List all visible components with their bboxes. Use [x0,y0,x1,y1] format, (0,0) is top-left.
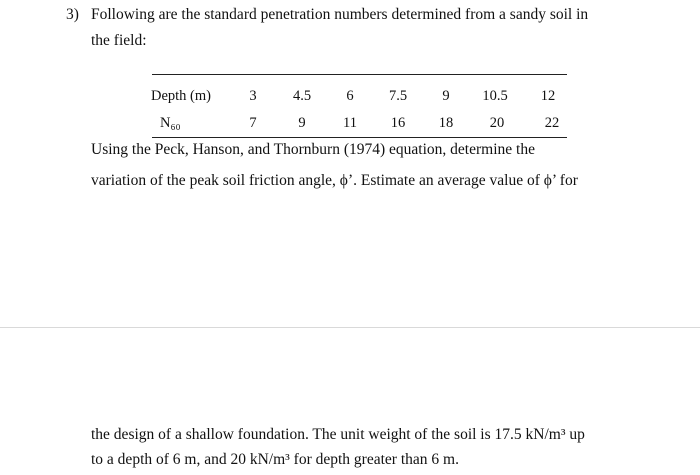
n60-cell: 7 [249,115,257,131]
n60-cell: 18 [438,115,454,131]
depth-row-header: Depth (m) [151,88,211,104]
depth-cell: 9 [442,88,450,104]
question-text-line-1: Following are the standard penetration numbers determined from a sandy soil in [91,6,589,23]
n60-cell: 16 [390,115,406,131]
n60-row-header: N₆₀ [160,115,181,131]
page-separator [0,327,700,328]
depth-cell: 10.5 [482,88,508,104]
table-rule-top [152,74,567,75]
question-text-line-4: variation of the peak soil friction angle, ϕ’. Estimate an average value of ϕ’ for [91,172,578,189]
question-text-line-6: to a depth of 6 m, and 20 kN/m³ for depth greater than 6 m. [91,451,459,468]
question-text-line-3: Using the Peck, Hanson, and Thornburn (1974) equation, determine the [91,141,535,158]
depth-cell: 12 [540,88,556,104]
question-number: 3) [66,6,79,23]
question-text-line-5: the design of a shallow foundation. The unit weight of the soil is 17.5 kN/m³ up [91,426,585,443]
depth-cell: 7.5 [388,88,408,104]
depth-cell: 3 [249,88,257,104]
n60-cell: 11 [343,115,357,131]
n60-cell: 22 [544,115,560,131]
n60-cell: 20 [489,115,505,131]
n60-cell: 9 [298,115,306,131]
question-text-line-2: the field: [91,32,147,49]
depth-cell: 6 [346,88,354,104]
depth-cell: 4.5 [292,88,312,104]
table-rule-bottom [152,137,567,138]
